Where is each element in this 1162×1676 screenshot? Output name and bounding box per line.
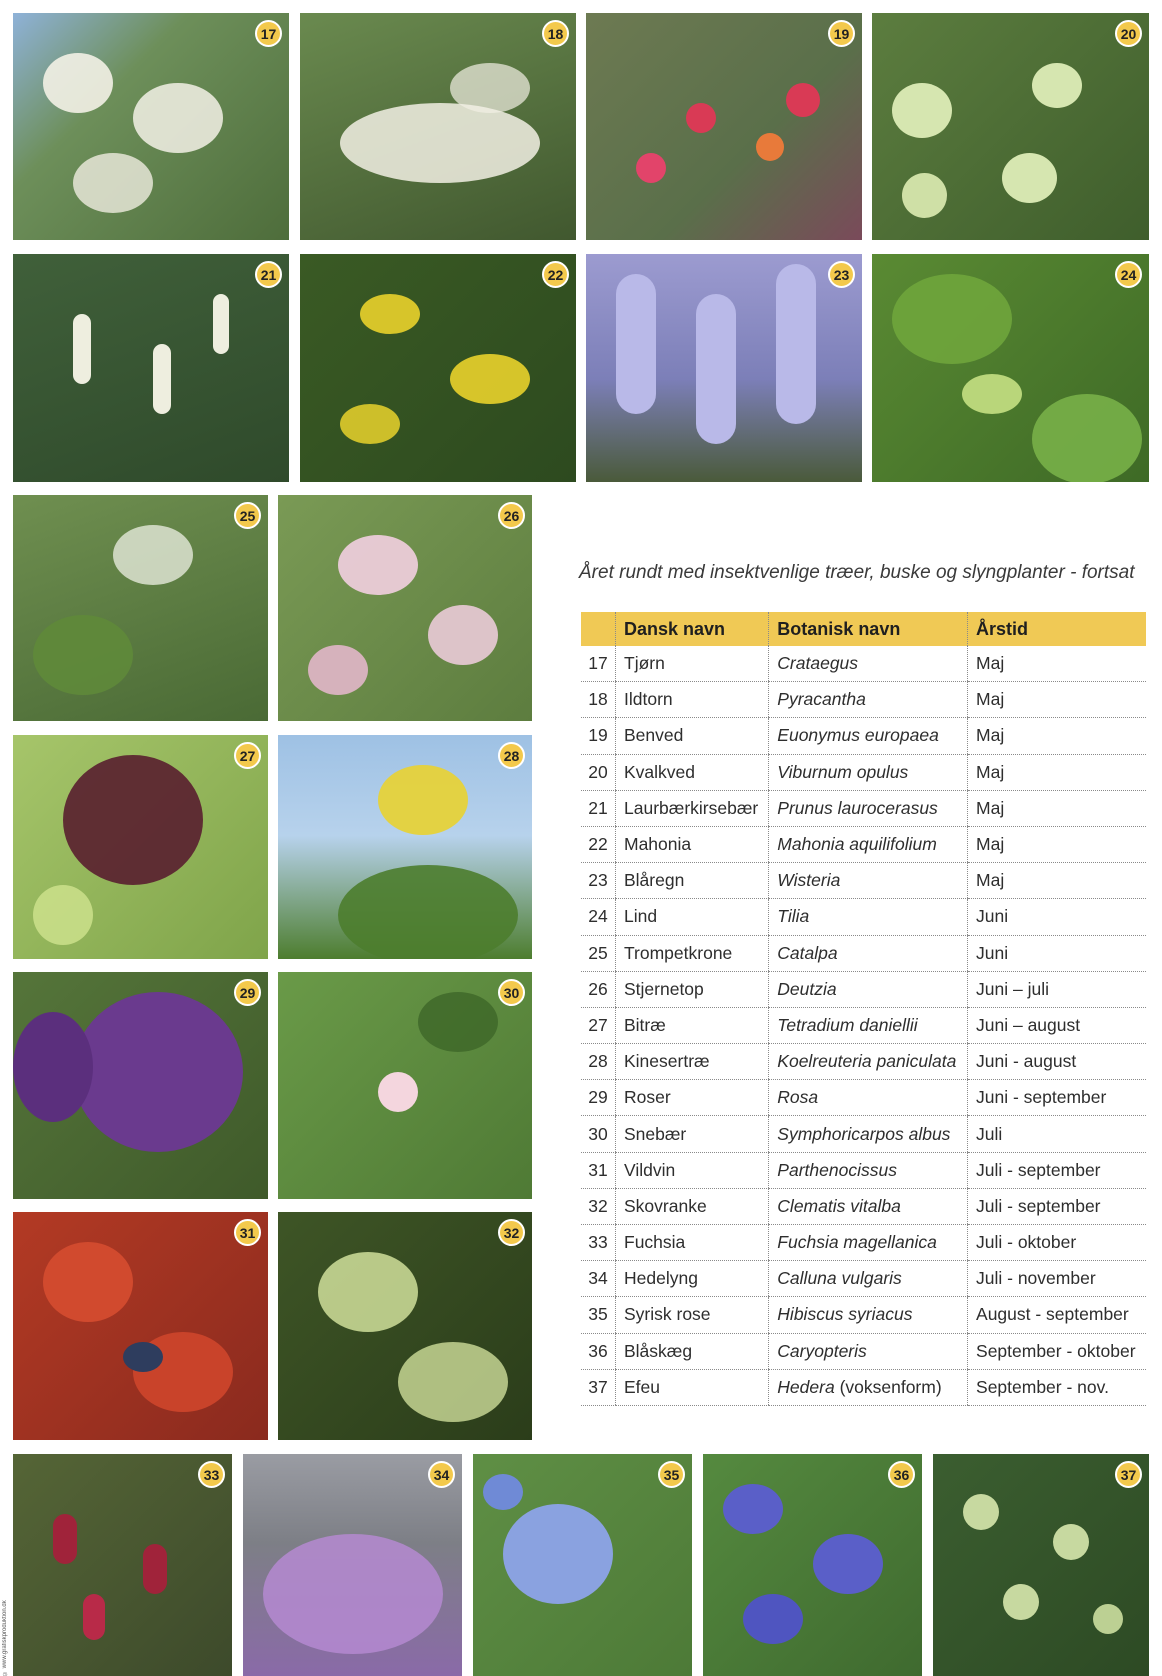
row-season: Maj (968, 790, 1146, 826)
row-number: 32 (581, 1188, 616, 1224)
botanical-name-text: Prunus laurocerasus (777, 797, 938, 818)
photo-20 (872, 13, 1149, 240)
photo-34 (243, 1454, 462, 1676)
table-row (581, 1044, 1146, 1080)
botanical-name-text: Rosa (777, 1087, 819, 1108)
botanical-name-text: Symphoricarpos albus (777, 1123, 951, 1144)
row-season: Juli - oktober (968, 1225, 1146, 1261)
photo-number-badge: 23 (828, 261, 855, 288)
photo-19 (586, 13, 862, 240)
photo-number-badge: 18 (542, 20, 569, 47)
table-row (581, 826, 1146, 862)
row-danish-name: Fuchsia (616, 1225, 769, 1261)
row-season: Maj (968, 646, 1146, 682)
row-number: 17 (581, 646, 616, 682)
row-number: 33 (581, 1225, 616, 1261)
row-number: 30 (581, 1116, 616, 1152)
photo-36 (703, 1454, 922, 1676)
botanical-name-text: Deutzia (777, 978, 837, 999)
row-botanical-name (769, 1369, 968, 1405)
botanical-name-text: Clematis vitalba (777, 1195, 901, 1216)
photo-22 (300, 254, 576, 482)
botanical-name-text: Tilia (777, 906, 810, 927)
photo-37 (933, 1454, 1149, 1676)
botanical-name-text: Parthenocissus (777, 1159, 897, 1180)
row-danish-name: Laurbærkirsebær (616, 790, 769, 826)
row-number: 31 (581, 1152, 616, 1188)
photo-17 (13, 13, 289, 240)
row-botanical-name (769, 682, 968, 718)
row-botanical-name (769, 718, 968, 754)
photo-33 (13, 1454, 232, 1676)
row-season: Maj (968, 863, 1146, 899)
credit-text: © www.grafiskproduktion.dk (2, 1600, 8, 1676)
row-botanical-name (769, 1080, 968, 1116)
botanical-name-text: Hibiscus syriacus (777, 1304, 913, 1325)
row-number: 25 (581, 935, 616, 971)
photo-number-badge: 25 (234, 502, 261, 529)
photo-number-badge: 20 (1115, 20, 1142, 47)
row-season: Juni (968, 935, 1146, 971)
row-botanical-name (769, 646, 968, 682)
row-season: Maj (968, 826, 1146, 862)
table-row (581, 1116, 1146, 1152)
botanical-name-text: Crataegus (777, 653, 859, 674)
row-number: 20 (581, 754, 616, 790)
row-botanical-name (769, 863, 968, 899)
photo-35 (473, 1454, 692, 1676)
table-row (581, 754, 1146, 790)
header-number (581, 612, 616, 646)
photo-32 (278, 1212, 532, 1440)
photo-18 (300, 13, 576, 240)
botanical-name-text: Hedera (777, 1376, 835, 1397)
row-botanical-name (769, 1188, 968, 1224)
botanical-name-text: Pyracantha (777, 689, 866, 710)
table-row (581, 1188, 1146, 1224)
table-row (581, 1333, 1146, 1369)
header-botanical-name: Botanisk navn (769, 612, 968, 646)
table-row (581, 863, 1146, 899)
botanical-name-text: Fuchsia magellanica (777, 1232, 937, 1253)
table-row (581, 899, 1146, 935)
row-botanical-name (769, 899, 968, 935)
row-danish-name: Efeu (616, 1369, 769, 1405)
row-number: 22 (581, 826, 616, 862)
botanical-name-text: Wisteria (777, 870, 841, 891)
photo-29 (13, 972, 268, 1199)
row-number: 27 (581, 1007, 616, 1043)
photo-number-badge: 35 (658, 1461, 685, 1488)
photo-number-badge: 27 (234, 742, 261, 769)
row-number: 19 (581, 718, 616, 754)
photo-number-badge: 30 (498, 979, 525, 1006)
photo-number-badge: 36 (888, 1461, 915, 1488)
table-row (581, 682, 1146, 718)
row-season: Juli - september (968, 1152, 1146, 1188)
table-row (581, 1261, 1146, 1297)
row-danish-name: Benved (616, 718, 769, 754)
row-danish-name: Vildvin (616, 1152, 769, 1188)
botanical-name-text: Caryopteris (777, 1340, 867, 1361)
photo-number-badge: 17 (255, 20, 282, 47)
row-botanical-name (769, 1333, 968, 1369)
row-danish-name: Lind (616, 899, 769, 935)
row-danish-name: Blåregn (616, 863, 769, 899)
row-season: Juni (968, 899, 1146, 935)
row-botanical-name (769, 971, 968, 1007)
row-danish-name: Stjernetop (616, 971, 769, 1007)
row-number: 18 (581, 682, 616, 718)
row-danish-name: Skovranke (616, 1188, 769, 1224)
photo-number-badge: 21 (255, 261, 282, 288)
row-season: Maj (968, 718, 1146, 754)
photo-number-badge: 28 (498, 742, 525, 769)
photo-27 (13, 735, 268, 959)
botanical-name-text: Koelreuteria paniculata (777, 1051, 957, 1072)
photo-28 (278, 735, 532, 959)
header-season: Årstid (968, 612, 1146, 646)
photo-number-badge: 34 (428, 1461, 455, 1488)
row-number: 29 (581, 1080, 616, 1116)
table-row (581, 1007, 1146, 1043)
photo-number-badge: 29 (234, 979, 261, 1006)
photo-number-badge: 37 (1115, 1461, 1142, 1488)
row-danish-name: Roser (616, 1080, 769, 1116)
table-header-row (581, 612, 1146, 646)
row-danish-name: Kvalkved (616, 754, 769, 790)
photo-23 (586, 254, 862, 482)
row-season: September - oktober (968, 1333, 1146, 1369)
row-botanical-name (769, 826, 968, 862)
table-row (581, 718, 1146, 754)
table-row (581, 1152, 1146, 1188)
botanical-name-text: Calluna vulgaris (777, 1268, 902, 1289)
table-row (581, 1297, 1146, 1333)
row-botanical-name (769, 1116, 968, 1152)
row-botanical-name (769, 1152, 968, 1188)
photo-30 (278, 972, 532, 1199)
row-botanical-name (769, 1261, 968, 1297)
row-danish-name: Mahonia (616, 826, 769, 862)
row-danish-name: Blåskæg (616, 1333, 769, 1369)
row-season: Juli - november (968, 1261, 1146, 1297)
row-season: Maj (968, 682, 1146, 718)
table-row (581, 1080, 1146, 1116)
row-botanical-name (769, 1297, 968, 1333)
row-botanical-name (769, 1044, 968, 1080)
row-season: Juni – juli (968, 971, 1146, 1007)
row-danish-name: Ildtorn (616, 682, 769, 718)
row-botanical-name (769, 1225, 968, 1261)
row-season: Juni - august (968, 1044, 1146, 1080)
row-number: 24 (581, 899, 616, 935)
table-row (581, 790, 1146, 826)
photo-number-badge: 26 (498, 502, 525, 529)
row-number: 35 (581, 1297, 616, 1333)
row-danish-name: Bitræ (616, 1007, 769, 1043)
row-number: 23 (581, 863, 616, 899)
row-botanical-name (769, 1007, 968, 1043)
photo-number-badge: 24 (1115, 261, 1142, 288)
row-number: 28 (581, 1044, 616, 1080)
row-season: September - nov. (968, 1369, 1146, 1405)
row-danish-name: Kinesertræ (616, 1044, 769, 1080)
row-season: Juni – august (968, 1007, 1146, 1043)
row-season: Juni - september (968, 1080, 1146, 1116)
botanical-name-extra: (voksenform) (834, 1376, 942, 1397)
botanical-name-text: Euonymus europaea (777, 725, 939, 746)
botanical-name-text: Catalpa (777, 942, 838, 963)
row-number: 36 (581, 1333, 616, 1369)
photo-number-badge: 31 (234, 1219, 261, 1246)
row-season: Juli (968, 1116, 1146, 1152)
row-season: August - september (968, 1297, 1146, 1333)
botanical-name-text: Tetradium daniellii (777, 1014, 918, 1035)
photo-number-badge: 19 (828, 20, 855, 47)
row-botanical-name (769, 790, 968, 826)
photo-number-badge: 33 (198, 1461, 225, 1488)
photo-number-badge: 32 (498, 1219, 525, 1246)
row-danish-name: Hedelyng (616, 1261, 769, 1297)
row-number: 21 (581, 790, 616, 826)
table-row (581, 1225, 1146, 1261)
photo-21 (13, 254, 289, 482)
photo-24 (872, 254, 1149, 482)
row-botanical-name (769, 754, 968, 790)
table-row (581, 935, 1146, 971)
photo-25 (13, 495, 268, 721)
botanical-name-text: Mahonia aquilifolium (777, 834, 937, 855)
row-number: 37 (581, 1369, 616, 1405)
row-number: 26 (581, 971, 616, 1007)
table-row (581, 971, 1146, 1007)
photo-number-badge: 22 (542, 261, 569, 288)
row-danish-name: Tjørn (616, 646, 769, 682)
row-danish-name: Snebær (616, 1116, 769, 1152)
row-season: Juli - september (968, 1188, 1146, 1224)
photo-26 (278, 495, 532, 721)
photo-31 (13, 1212, 268, 1440)
table-row (581, 646, 1146, 682)
row-season: Maj (968, 754, 1146, 790)
table-row (581, 1369, 1146, 1405)
row-botanical-name (769, 935, 968, 971)
row-danish-name: Trompetkrone (616, 935, 769, 971)
botanical-name-text: Viburnum opulus (777, 761, 909, 782)
table-caption: Året rundt med insektvenlige træer, buske og slyngplanter - fortsat (579, 562, 1135, 583)
plant-table (581, 612, 1146, 1406)
header-danish-name: Dansk navn (616, 612, 769, 646)
row-number: 34 (581, 1261, 616, 1297)
row-danish-name: Syrisk rose (616, 1297, 769, 1333)
